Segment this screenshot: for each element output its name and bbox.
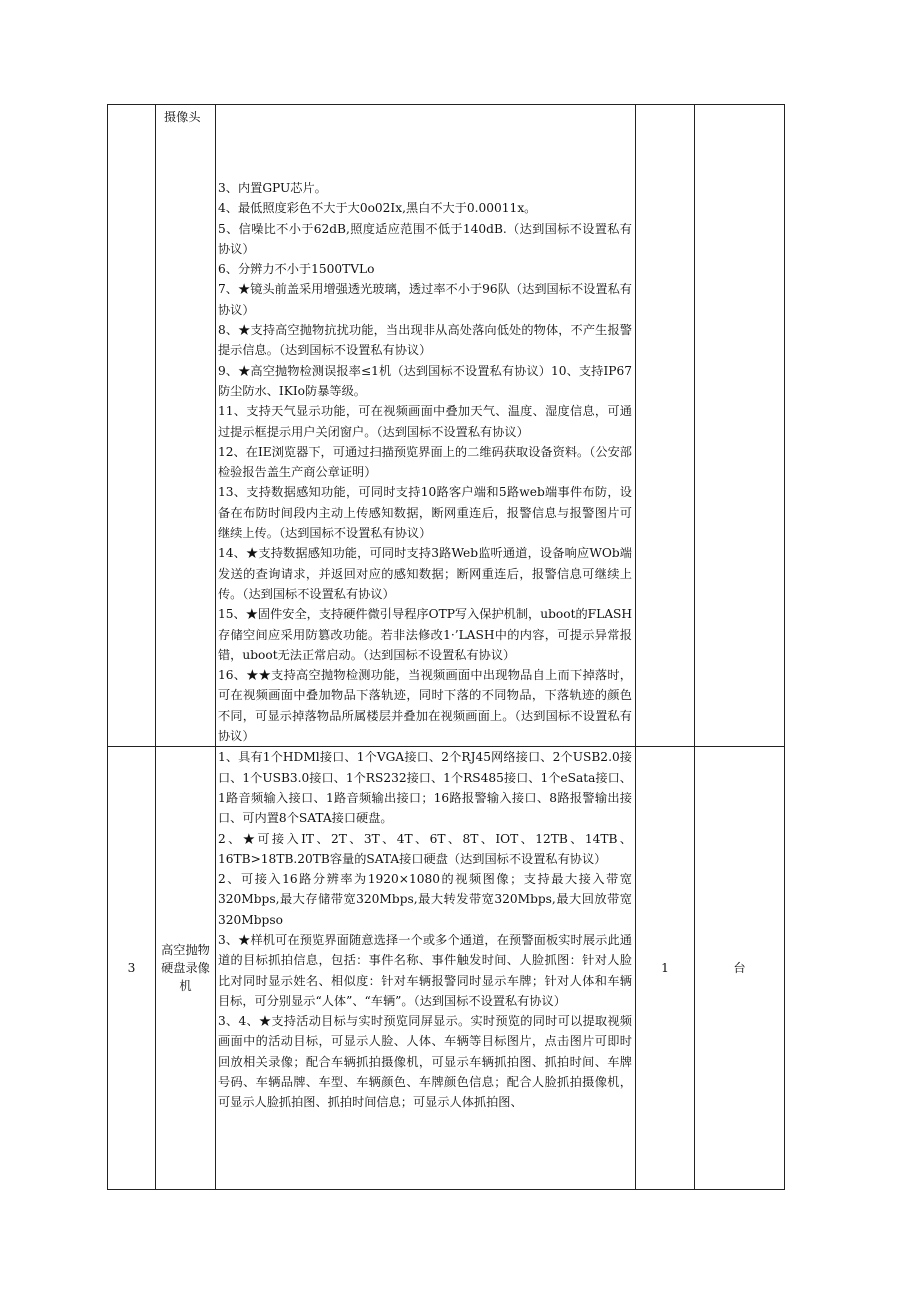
spec-line: 12、在IE浏览器下，可通过扫描预览界面上的二维码获取设备资料。（公安部检验报告盖生产商公章证明）: [218, 444, 632, 480]
spec-line: 5、信噪比不小于62dB,照度适应范围不低于140dB.（达到国标不设置私有协议）: [218, 221, 632, 256]
item-unit: 台: [695, 747, 785, 1190]
spec-line: 8、★支持高空抛物抗扰功能，当出现非从高处落向低处的物体，不产生报警提示信息。（达到国标不设置私有协议）: [218, 323, 632, 358]
item-unit: [695, 105, 785, 747]
spec-cell: [216, 105, 636, 747]
item-quantity: [636, 105, 695, 747]
item-number: [108, 105, 156, 747]
item-quantity: 1: [636, 747, 695, 1190]
table-row-camera: [108, 105, 785, 747]
spec-table: [107, 104, 785, 1190]
spec-line: 7、★镜头前盖采用增强透光玻璃，透过率不小于96队（达到国标不设置私有协议）: [218, 282, 632, 317]
spec-line: 11、支持天气显示功能，可在视频画面中叠加天气、温度、湿度信息，可通过提示框提示用户关闭窗户。（达到国标不设置私有协议）: [218, 404, 632, 439]
item-name: 摄像头: [156, 105, 216, 747]
item-number: 3: [108, 747, 156, 1190]
spec-line: 2、★可接入IT、2T、3T、4T、6T、8T、IOT、12TB、14TB、16TB>18TB.20TB容量的SATA接口硬盘（达到国标不设置私有协议）: [218, 831, 632, 866]
spec-line: 9、★高空抛物检测误报率≤1机（达到国标不设置私有协议）10、支持IP67防尘防水、IKIo防暴等级。: [218, 363, 632, 398]
item-name: 高空抛物硬盘录像机: [156, 747, 216, 1190]
spec-line: 16、★★支持高空抛物检测功能，当视频画面中出现物品自上而下掉落时，可在视频画面中叠加物品下落轨迹，同时下落的不同物品，下落轨迹的颜色不同，可显示掉落物品所属楼层并叠加在视频画面上。（达到国标不设置私有协议）: [218, 668, 632, 744]
spec-line: 2、可接入16路分辨率为1920×1080的视频图像；支持最大接入带宽320Mbps,最大存储带宽320Mbps,最大转发带宽320Mbps,最大回放带宽320Mbpso: [218, 872, 632, 927]
table-row-nvr: [108, 747, 785, 1190]
spec-line: 13、支持数据感知功能，可同时支持10路客户端和5路web端事件布防，设备在布防时间段内主动上传感知数据，断网重连后，报警信息与报警图片可继续上传。（达到国标不设置私有协议）: [218, 485, 632, 541]
spec-line: 1、具有1个HDMl接口、1个VGA接口、2个RJ45网络接口、2个USB2.0接口、1个USB3.0接口、1个RS232接口、1个RS485接口、1个eSata接口、1路音频输入接口、1路音频输出接口；16路报警输入接口、8路报警输出接口、可内置8个SATA接口硬盘。: [218, 750, 632, 826]
spec-line: 3、★样机可在预览界面随意选择一个或多个通道，在预警面板实时展示此通道的目标抓拍信息，包括：事件名称、事件触发时间、人脸抓图：针对人脸比对同时显示姓名、相似度：针对车辆报警同时显示车牌；针对人体和车辆目标，可分别显示“人体”、“车辆”。（达到国标不设置私有协议）: [218, 932, 632, 1008]
spec-line: 14、★支持数据感知功能，可同时支持3路Web监听通道，设备响应WOb端发送的查询请求，并返回对应的感知数据；断网重连后，报警信息可继续上传。（达到国标不设置私有协议）: [218, 546, 632, 601]
spec-cell: [216, 747, 636, 1190]
spec-line: 15、★固件安全，支持硬件微引导程序OTP写入保护机制，uboot的FLASH存储空间应采用防篡改功能。若非法修改1·’LASH中的内容，可提示异常报错，uboot无法正常启动。（达到国标不设置私有协议）: [218, 607, 632, 662]
spec-line: 3、内置GPU芯片。: [218, 181, 327, 195]
spec-line: 3、4、★支持活动目标与实时预览同屏显示。实时预览的同时可以提取视频画面中的活动目标，可显示人脸、人体、车辆等目标图片，点击图片可即时回放相关录像；配合车辆抓拍摄像机，可显示车辆抓拍图、抓拍时间、车牌号码、车辆品牌、车型、车辆颜色、车牌颜色信息；配合人脸抓拍摄像机，可显示人脸抓拍图、抓拍时间信息；可显示人体抓拍图、: [218, 1014, 632, 1110]
spec-line: 6、分辨力不小于1500TVLo: [218, 262, 375, 277]
spec-line: 4、最低照度彩色不大于大0o02Ix,黑白不大于0.00011x。: [218, 201, 537, 216]
